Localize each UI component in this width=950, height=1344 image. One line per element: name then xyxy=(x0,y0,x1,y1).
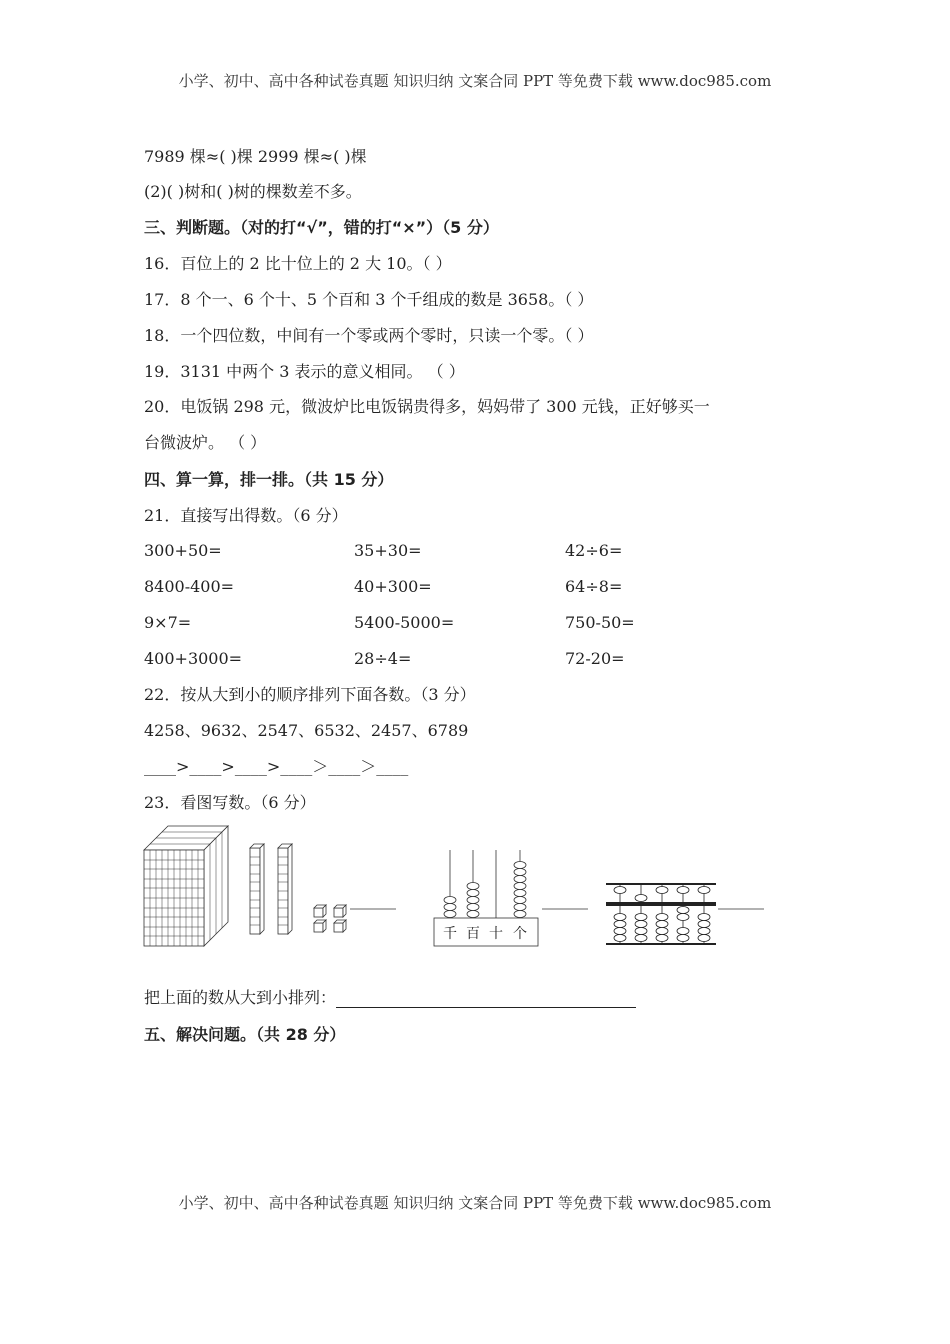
place-value-figures xyxy=(138,820,778,955)
question-17: 17．8 个一、6 个十、5 个百和 3 个千组成的数是 3658。（ ） xyxy=(144,290,594,309)
calc-item: 5400-5000= xyxy=(354,613,455,632)
calc-item: 400+3000= xyxy=(144,649,243,668)
ten-rods-figure xyxy=(250,844,292,934)
calc-item: 8400-400= xyxy=(144,577,235,596)
unit-cubes-figure xyxy=(314,905,346,932)
abacus-label: 十 xyxy=(489,926,503,942)
question-22-title: 22．按从大到小的顺序排列下面各数。（3 分） xyxy=(144,685,476,704)
question-20-cont: 台微波炉。 （ ） xyxy=(144,433,267,452)
calc-item: 9×7= xyxy=(144,613,192,632)
calc-item: 300+50= xyxy=(144,541,222,560)
calc-item: 28÷4= xyxy=(354,649,412,668)
order-prompt: 把上面的数从大到小排列： xyxy=(144,988,337,1007)
question-22-numbers: 4258、9632、2547、6532、2457、6789 xyxy=(144,721,469,740)
calc-item: 35+30= xyxy=(354,541,422,560)
calc-item: 40+300= xyxy=(354,577,432,596)
question-22-blanks: ____>____>____>____＞____＞____ xyxy=(144,757,409,776)
section3-title: 三、判断题。（对的打“√”，错的打“×”）（5 分） xyxy=(144,218,499,237)
prev-question-line2: (2)( )树和( )树的棵数差不多。 xyxy=(144,182,362,201)
question-19: 19．3131 中两个 3 表示的意义相同。 （ ） xyxy=(144,362,465,381)
section4-title: 四、算一算，排一排。（共 15 分） xyxy=(144,470,394,489)
order-answer-line[interactable] xyxy=(336,991,636,1008)
thousand-cube-figure xyxy=(144,826,228,946)
calc-item: 750-50= xyxy=(565,613,635,632)
question-18: 18．一个四位数，中间有一个零或两个零时，只读一个零。（ ） xyxy=(144,326,594,345)
question-23-title: 23．看图写数。（6 分） xyxy=(144,793,316,812)
question-20: 20．电饭锅 298 元，微波炉比电饭锅贵得多，妈妈带了 300 元钱，正好够买一 xyxy=(144,397,710,416)
page-footer: 小学、初中、高中各种试卷真题 知识归纳 文案合同 PPT 等免费下载 www.doc985.com xyxy=(178,1194,772,1212)
abacus-label: 百 xyxy=(466,926,480,942)
suanpan-abacus-figure xyxy=(606,884,716,944)
abacus-label: 千 xyxy=(443,926,457,942)
prev-question-line1: 7989 棵≈( )棵 2999 棵≈( )棵 xyxy=(144,147,367,166)
calc-item: 64÷8= xyxy=(565,577,623,596)
question-16: 16．百位上的 2 比十位上的 2 大 10。（ ） xyxy=(144,254,452,273)
page-header: 小学、初中、高中各种试卷真题 知识归纳 文案合同 PPT 等免费下载 www.doc985.com xyxy=(178,72,772,90)
abacus-label: 个 xyxy=(513,926,527,942)
calc-item: 42÷6= xyxy=(565,541,623,560)
section5-title: 五、解决问题。（共 28 分） xyxy=(144,1025,346,1044)
question-21-title: 21．直接写出得数。（6 分） xyxy=(144,506,348,525)
calc-item: 72-20= xyxy=(565,649,625,668)
order-prompt-line xyxy=(144,988,636,1008)
